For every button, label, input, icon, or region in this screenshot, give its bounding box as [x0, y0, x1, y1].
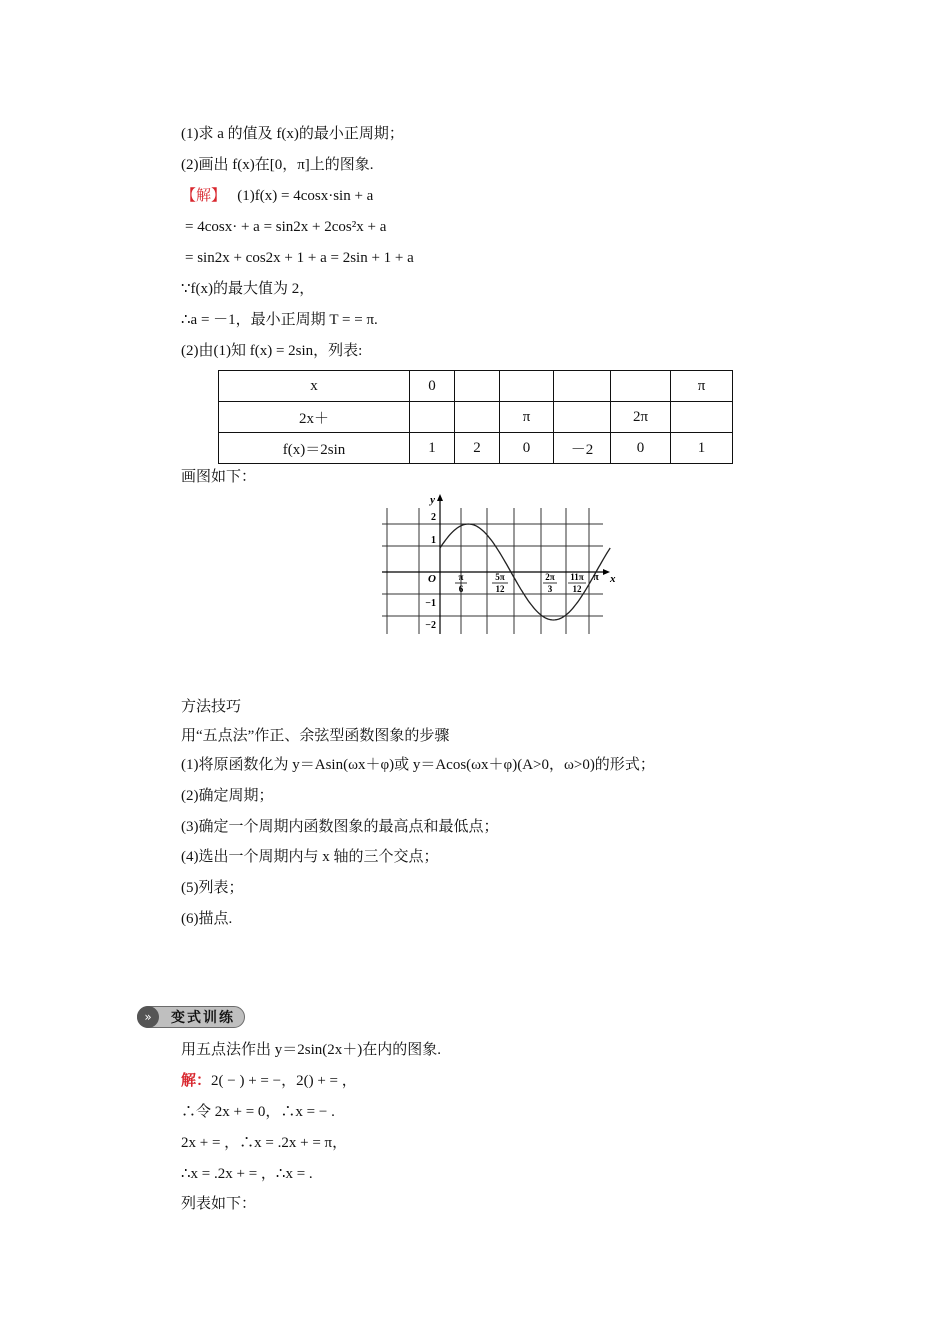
badge-label: 变式训练	[171, 1010, 235, 1026]
solution-line-3: = sin2x + cos2x + 1 + a = 2sin + 1 + a	[185, 250, 414, 266]
solution-tag: 【解】	[181, 188, 227, 204]
variant-solution-text-1: 2( − ) + = −，2() + = ，	[211, 1073, 357, 1089]
table-cell	[455, 402, 500, 433]
table-cell: 0	[611, 433, 671, 464]
y-tick-label: 2	[431, 512, 436, 523]
table-cell: x	[219, 371, 410, 402]
method-step: (2)确定周期；	[181, 788, 274, 804]
value-table	[218, 370, 733, 464]
question-1: (1)求 a 的值及 f(x)的最小正周期；	[181, 126, 404, 142]
variant-problem: 用五点法作出 y＝2sin(2x＋)在内的图象.	[181, 1042, 441, 1058]
variant-solution-label: 解：	[181, 1073, 212, 1089]
x-tick-numerator: 11π	[570, 572, 584, 582]
table-cell	[554, 402, 611, 433]
x-tick-denominator: 12	[495, 584, 505, 594]
table-cell	[410, 402, 455, 433]
method-step: (5)列表；	[181, 880, 244, 896]
variant-solution-line-2: ∴令 2x + = 0，∴x = − .	[181, 1104, 335, 1120]
table-row	[219, 433, 733, 464]
x-end-tick-label: π	[593, 572, 599, 583]
variant-solution-line-1	[181, 1071, 357, 1091]
table-cell: 2	[455, 433, 500, 464]
x-tick-numerator: π	[458, 572, 464, 582]
table-row	[219, 402, 733, 433]
table-cell	[455, 371, 500, 402]
method-step: (1)将原函数化为 y＝Asin(ωx＋φ)或 y＝Acos(ωx＋φ)(A>0，ω>0)的形式；	[181, 757, 655, 773]
method-title: 方法技巧	[181, 699, 242, 715]
y-axis-arrow-icon	[437, 494, 443, 501]
solution-line-4: ∵f(x)的最大值为 2，	[181, 281, 315, 297]
table-cell: 1	[671, 433, 733, 464]
variant-solution-line-5: 列表如下：	[181, 1196, 257, 1212]
y-tick-label: 1	[431, 535, 436, 546]
method-step: (4)选出一个周期内与 x 轴的三个交点；	[181, 849, 439, 865]
x-tick-denominator: 12	[572, 584, 582, 594]
variant-solution-line-4: ∴x = .2x + = ，∴x = .	[181, 1166, 313, 1182]
solution-text-1: (1)f(x) = 4cosx·sin + a	[237, 188, 374, 204]
y-tick-label: −1	[425, 598, 436, 609]
grid-lines	[382, 508, 603, 634]
solution-line-5: ∴a = －1，最小正周期 T = = π.	[181, 312, 378, 328]
method-subtitle: 用“五点法”作正、余弦型函数图象的步骤	[181, 728, 450, 744]
table-row	[219, 371, 733, 402]
table-cell: π	[671, 371, 733, 402]
y-tick-label: −2	[425, 620, 436, 631]
table-cell: 2x＋	[219, 402, 410, 433]
table-cell: π	[500, 402, 554, 433]
x-tick-numerator: 5π	[495, 572, 505, 582]
origin-label: O	[428, 573, 436, 585]
solution-line-6: (2)由(1)知 f(x) = 2sin，列表:	[181, 343, 363, 359]
solution-line-1	[181, 186, 373, 206]
table-cell	[554, 371, 611, 402]
table-cell	[500, 371, 554, 402]
table-cell: 0	[410, 371, 455, 402]
x-tick-denominator: 6	[458, 584, 464, 594]
method-step: (6)描点.	[181, 911, 233, 927]
double-chevron-icon: »	[137, 1006, 159, 1028]
x-tick-denominator: 3	[547, 584, 553, 594]
table-cell: 0	[500, 433, 554, 464]
solution-line-2: = 4cosx· + a = sin2x + 2cos²x + a	[185, 219, 387, 235]
sine-graph	[378, 494, 618, 636]
x-tick-numerator: 2π	[545, 572, 555, 582]
y-axis-label: y	[430, 494, 435, 506]
table-cell: f(x)＝2sin	[219, 433, 410, 464]
x-axis-label: x	[610, 573, 616, 585]
table-cell: 2π	[611, 402, 671, 433]
draw-label: 画图如下：	[181, 469, 257, 485]
table-cell: －2	[554, 433, 611, 464]
table-cell	[611, 371, 671, 402]
variant-training-badge	[137, 1006, 247, 1028]
variant-solution-line-3: 2x + = ，∴x = .2x + = π，	[181, 1135, 348, 1151]
x-tick-labels	[455, 572, 599, 594]
table-cell: 1	[410, 433, 455, 464]
method-step: (3)确定一个周期内函数图象的最高点和最低点；	[181, 819, 499, 835]
question-2: (2)画出 f(x)在[0，π]上的图象.	[181, 157, 374, 173]
table-cell	[671, 402, 733, 433]
x-axis-arrow-icon	[603, 569, 610, 575]
